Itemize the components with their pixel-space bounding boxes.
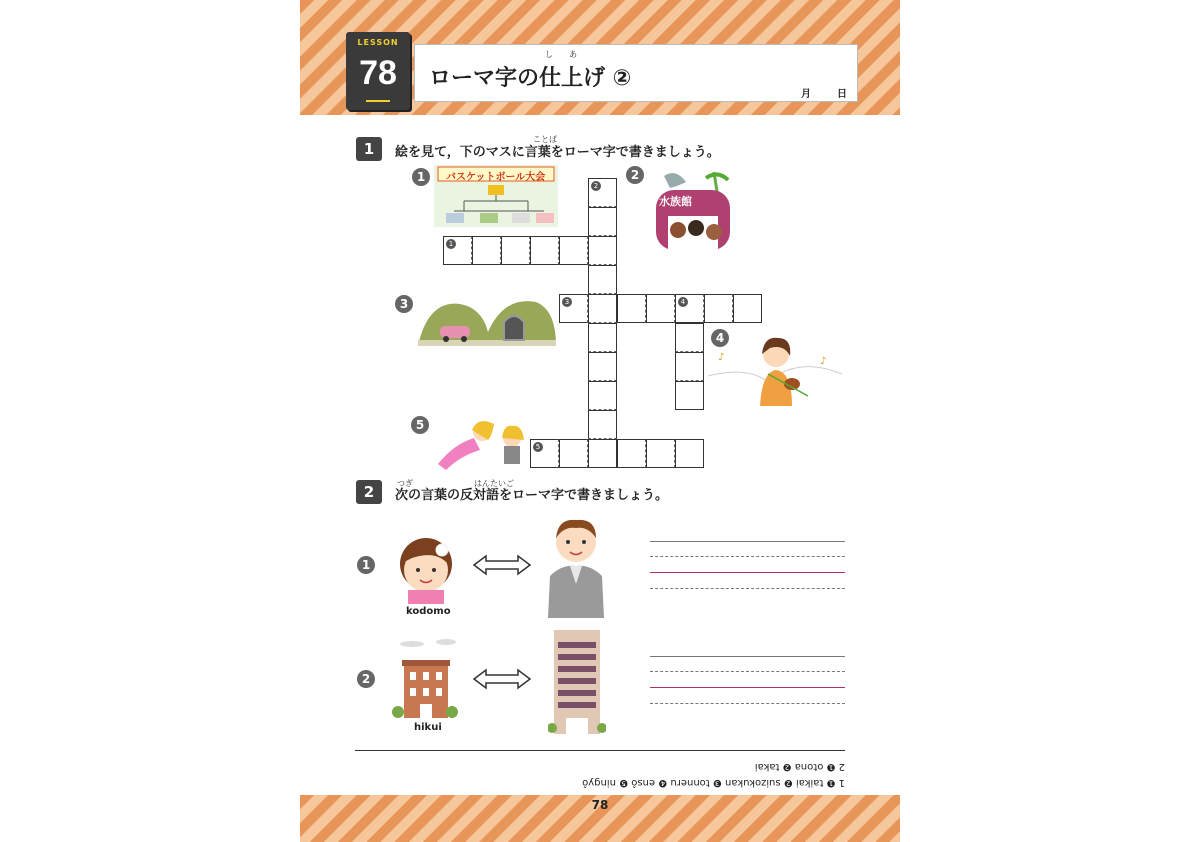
answer-baseline[interactable] xyxy=(650,687,845,688)
crossword-cell[interactable] xyxy=(530,439,559,468)
picture-1-marker: 1 xyxy=(412,168,430,186)
q2-ruby-hantaigo: はんたいご xyxy=(474,479,514,488)
crossword-cell[interactable] xyxy=(559,439,588,468)
crossword-cell[interactable] xyxy=(704,294,733,323)
crossword-cell[interactable] xyxy=(733,294,762,323)
item-2-marker: 2 xyxy=(357,670,375,688)
lesson-badge xyxy=(346,32,410,110)
page-title: ローマ字の仕上げ ② xyxy=(429,66,632,91)
ruby-shi: し xyxy=(545,50,553,59)
crossword-cell[interactable] xyxy=(588,410,617,439)
question-2-instruction: 次の言葉の反対語をローマ字で書きましょう。 xyxy=(395,488,669,503)
crossword-cell[interactable] xyxy=(646,439,675,468)
crossword-cell[interactable] xyxy=(530,236,559,265)
crossword-number-2: 2 xyxy=(591,181,601,191)
child-picture xyxy=(392,528,460,604)
answer-line-2: 2 ❶ otona ❷ takai xyxy=(754,761,845,772)
q1-ruby-kotoba: ことば xyxy=(533,135,557,144)
item-1-caption: kodomo xyxy=(406,606,451,617)
answer-line[interactable] xyxy=(650,671,845,672)
crossword-cell[interactable] xyxy=(675,439,704,468)
adult-man-picture xyxy=(544,514,608,618)
answer-line[interactable] xyxy=(650,656,845,657)
opposite-arrow-icon xyxy=(472,554,532,576)
lesson-number: 78 xyxy=(359,54,397,92)
question-2-number: 2 xyxy=(356,480,382,504)
svg-text:♪: ♪ xyxy=(718,352,725,363)
crossword-number-3: 3 xyxy=(562,297,572,307)
opposite-arrow-icon xyxy=(472,668,532,690)
title-box xyxy=(414,44,858,102)
tunnel-picture xyxy=(418,296,556,346)
crossword-cell[interactable] xyxy=(588,381,617,410)
crossword-cell[interactable] xyxy=(617,294,646,323)
answer-line-1: 1 ❶ taikai ❷ suizokukan ❸ tonneru ❹ ensô ❺ ningyô xyxy=(582,777,845,788)
picture-5-marker: 5 xyxy=(411,416,429,434)
item-2-caption: hikui xyxy=(414,722,442,733)
question-1-number: 1 xyxy=(356,137,382,161)
crossword-number-5: 5 xyxy=(533,442,543,452)
violin-picture xyxy=(708,336,842,406)
answer-key xyxy=(355,756,845,790)
aquarium-sign-text: 水族館 xyxy=(659,195,692,208)
picture-2-marker: 2 xyxy=(626,166,644,184)
sign-text: バスケットボール大会 xyxy=(446,172,546,183)
crossword-number-1: 1 xyxy=(446,239,456,249)
lesson-underline xyxy=(366,100,390,102)
item-1-marker: 1 xyxy=(357,556,375,574)
crossword-cell[interactable] xyxy=(675,294,704,323)
svg-text:♪: ♪ xyxy=(820,356,827,367)
crossword-number-4: 4 xyxy=(678,297,688,307)
crossword-cell[interactable] xyxy=(675,352,704,381)
answer-line[interactable] xyxy=(650,556,845,557)
crossword-cell[interactable] xyxy=(588,178,617,207)
answer-line[interactable] xyxy=(650,588,845,589)
crossword-cell[interactable] xyxy=(588,265,617,294)
crossword-cell[interactable] xyxy=(588,439,617,468)
answer-line[interactable] xyxy=(650,703,845,704)
q2-ruby-tsugi: つぎ xyxy=(397,479,413,488)
crossword-cell[interactable] xyxy=(588,323,617,352)
page-number: 78 xyxy=(591,798,609,812)
month-label: 月 xyxy=(801,89,811,100)
crossword-cell[interactable] xyxy=(617,439,646,468)
crossword-cell[interactable] xyxy=(443,236,472,265)
crossword-cell[interactable] xyxy=(646,294,675,323)
day-label: 日 xyxy=(837,89,847,100)
ruby-a: あ xyxy=(569,50,577,59)
picture-3-marker: 3 xyxy=(395,295,413,313)
tall-building-picture xyxy=(548,626,606,734)
crossword-cell[interactable] xyxy=(559,294,588,323)
crossword-cell[interactable] xyxy=(588,352,617,381)
crossword-cell[interactable] xyxy=(675,323,704,352)
picture-4-marker: 4 xyxy=(711,329,729,347)
answer-separator xyxy=(355,750,845,751)
crossword-cell[interactable] xyxy=(501,236,530,265)
crossword-cell[interactable] xyxy=(588,207,617,236)
answer-baseline[interactable] xyxy=(650,572,845,573)
crossword-cell[interactable] xyxy=(588,294,617,323)
crossword-cell[interactable] xyxy=(588,236,617,265)
workbook-page xyxy=(300,0,900,842)
question-1-instruction: 絵を見て，下のマスに言葉をローマ字で書きましょう。 xyxy=(395,145,720,160)
crossword-cell[interactable] xyxy=(472,236,501,265)
lesson-label: LESSON xyxy=(357,38,399,47)
crossword-cell[interactable] xyxy=(675,381,704,410)
answer-line[interactable] xyxy=(650,541,845,542)
dolls-picture xyxy=(434,414,530,470)
aquarium-picture xyxy=(656,168,730,250)
low-building-picture xyxy=(392,638,458,722)
crossword-cell[interactable] xyxy=(559,236,588,265)
date-field xyxy=(775,85,847,100)
